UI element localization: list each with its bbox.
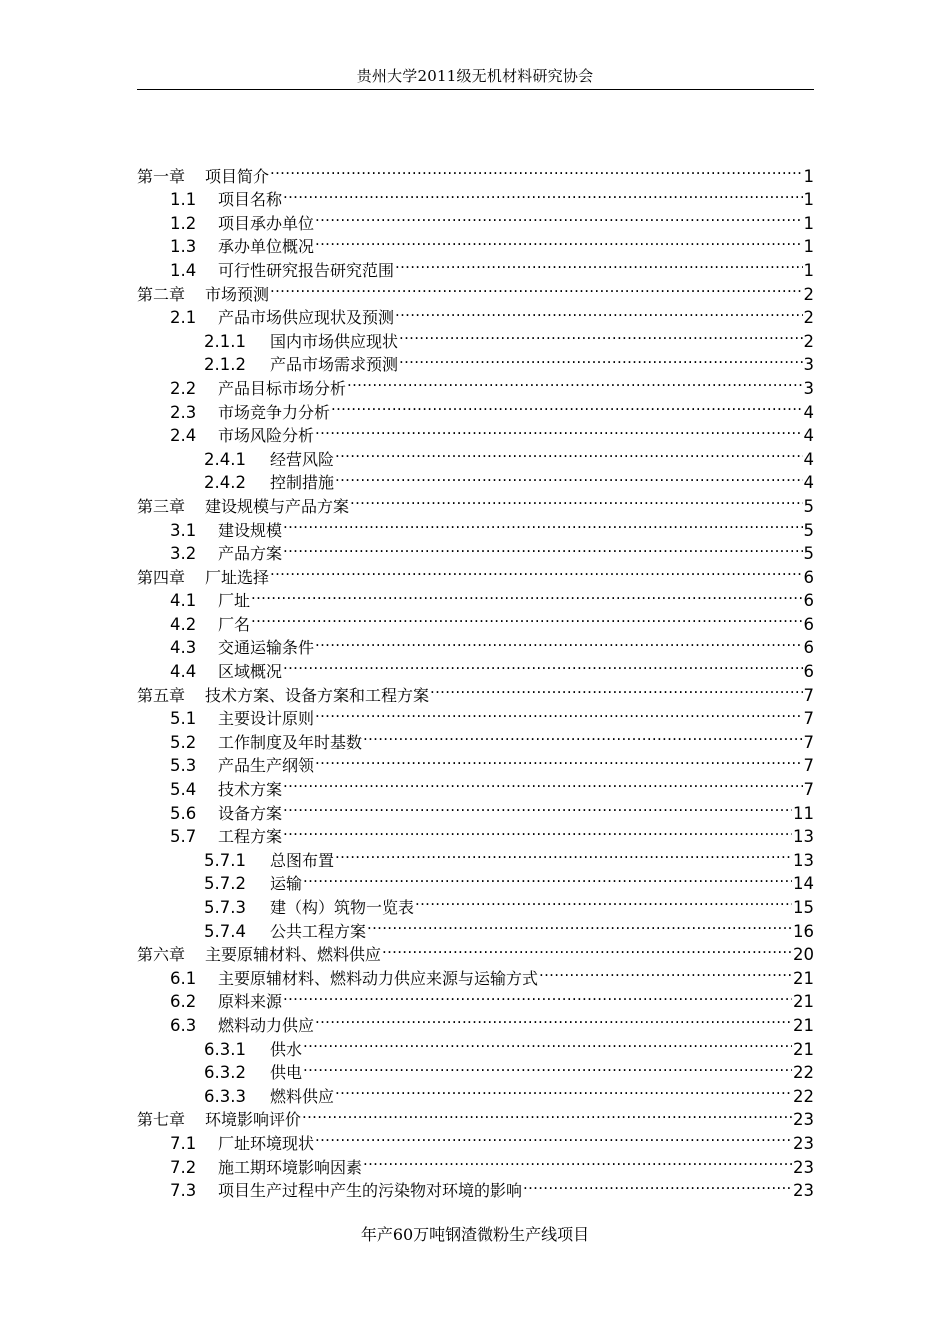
toc-entry-page: 6: [803, 638, 814, 658]
toc-dot-leader: [270, 276, 802, 300]
toc-dot-leader: [395, 252, 802, 276]
toc-dot-leader: [270, 559, 802, 583]
toc-entry-page: 1: [803, 166, 814, 186]
toc-dot-leader: [302, 1102, 792, 1126]
toc-entry-title: 产品市场供应现状及预测: [218, 308, 395, 328]
toc-entry-title: 主要原辅材料、燃料供应: [205, 945, 382, 965]
toc-dot-leader: [415, 889, 792, 913]
toc-dot-leader: [283, 771, 802, 795]
toc-dot-leader: [335, 842, 792, 866]
toc-dot-leader: [315, 748, 802, 772]
toc-dot-leader: [303, 866, 792, 890]
toc-entry-number: 6.1: [170, 968, 197, 988]
toc-entry-page: 7: [803, 780, 814, 800]
toc-entry-title: 工程方案: [218, 827, 283, 847]
toc-dot-leader: [283, 819, 792, 843]
header-title: 贵州大学2011级无机材料研究协会: [356, 67, 594, 85]
toc-entry-number: 2.1.1: [204, 331, 246, 351]
toc-entry-title: 可行性研究报告研究范围: [218, 260, 395, 280]
toc-entry-page: 2: [803, 284, 814, 304]
toc-entry-title: 建（构）筑物一览表: [270, 898, 415, 917]
toc-dot-leader: [315, 229, 802, 253]
toc-entry-page: 14: [793, 874, 814, 894]
toc-entry-page: 6: [803, 662, 814, 682]
toc-entry-number: 4.1: [170, 591, 197, 611]
toc-entry-page: 11: [793, 803, 814, 823]
toc-entry-title: 产品市场需求预测: [270, 355, 399, 375]
toc-entry-number: 第一章: [137, 166, 186, 186]
toc-entry-number: 6.3.1: [204, 1039, 246, 1059]
toc-entry-title: 总图布置: [270, 850, 335, 870]
toc-entry-page: 5: [803, 496, 814, 516]
toc-entry-page: 23: [793, 1157, 814, 1177]
toc-entry-page: 13: [793, 850, 814, 870]
toc-entry-number: 5.7.1: [204, 850, 246, 870]
toc-entry-page: 13: [793, 827, 814, 847]
toc-entry-number: 第七章: [137, 1110, 186, 1130]
toc-entry-title: 主要原辅材料、燃料动力供应来源与运输方式: [218, 968, 539, 988]
toc-dot-leader: [347, 370, 802, 394]
toc-entry-number: 2.4.1: [204, 449, 246, 469]
toc-entry-number: 7.2: [170, 1157, 197, 1177]
toc-entry-number: 5.1: [170, 709, 197, 729]
toc-entry-number: 第六章: [137, 945, 186, 965]
toc-entry-page: 5: [803, 520, 814, 540]
toc-entry-number: 第五章: [137, 685, 186, 705]
toc-entry-page: 23: [793, 1110, 814, 1130]
toc-dot-leader: [303, 1031, 792, 1055]
toc-entry-page: 15: [793, 898, 814, 917]
toc-entry-title: 运输: [270, 874, 303, 894]
toc-entry-page: 7: [803, 709, 814, 729]
toc-dot-leader: [283, 536, 802, 560]
toc-entry-title: 经营风险: [270, 449, 335, 469]
toc-dot-leader: [251, 583, 802, 607]
toc-entry-page: 5: [803, 544, 814, 564]
toc-entry-page: 3: [803, 378, 814, 398]
toc-entry-number: 6.3.2: [204, 1063, 246, 1083]
toc-dot-leader: [382, 937, 792, 961]
toc-entry-title: 国内市场供应现状: [270, 331, 399, 351]
toc-entry-number: 4.3: [170, 638, 197, 658]
toc-entry-number: 5.7: [170, 827, 197, 847]
toc-dot-leader: [335, 1078, 792, 1102]
toc-entry-title: 厂名: [218, 614, 251, 634]
toc-entry-title: 环境影响评价: [205, 1110, 302, 1130]
toc-entry-number: 5.2: [170, 732, 197, 752]
toc-entry-title: 技术方案: [218, 780, 283, 800]
toc-entry-title: 项目名称: [218, 190, 283, 210]
toc-entry-number: 3.2: [170, 544, 197, 564]
toc-entry-number: 6.2: [170, 992, 197, 1012]
toc-dot-leader: [523, 1173, 792, 1197]
toc-entry-page: 23: [793, 1181, 814, 1201]
toc-dot-leader: [270, 158, 802, 182]
toc-entry-page: 21: [793, 992, 814, 1012]
toc-entry-page: 1: [803, 260, 814, 280]
toc-entry-title: 项目承办单位: [218, 213, 315, 233]
toc-entry-page: 4: [803, 449, 814, 469]
toc-entry-number: 第四章: [137, 567, 186, 587]
toc-dot-leader: [315, 701, 802, 725]
toc-dot-leader: [315, 1007, 792, 1031]
toc-entry-title: 厂址选择: [205, 567, 270, 587]
toc-entry-page: 7: [803, 732, 814, 752]
toc-entry-title: 区域概况: [218, 662, 283, 682]
toc-entry-number: 4.2: [170, 614, 197, 634]
toc-entry-title: 产品生产纲领: [218, 756, 315, 776]
toc-entry-number: 2.4: [170, 426, 197, 446]
toc-entry[interactable]: [137, 158, 814, 186]
toc-entry-page: 6: [803, 614, 814, 634]
toc-entry-number: 5.3: [170, 756, 197, 776]
toc-entry-page: 23: [793, 1133, 814, 1153]
toc-entry-number: 第三章: [137, 496, 186, 516]
toc-entry-title: 市场预测: [205, 284, 270, 304]
toc-entry-number: 3.1: [170, 520, 197, 540]
toc-dot-leader: [331, 394, 802, 418]
toc-entry-title: 施工期环境影响因素: [218, 1157, 363, 1177]
toc-entry-title: 供电: [270, 1063, 303, 1083]
toc-entry-number: 1.1: [170, 190, 197, 210]
toc-entry-number: 5.7.4: [204, 921, 246, 941]
toc-dot-leader: [367, 913, 792, 937]
toc-dot-leader: [315, 630, 802, 654]
table-of-contents: [137, 158, 814, 1201]
toc-entry-page: 2: [803, 308, 814, 328]
toc-entry-page: 3: [803, 355, 814, 375]
toc-entry-title: 燃料动力供应: [218, 1015, 315, 1035]
toc-entry-number: 5.7.2: [204, 874, 246, 894]
footer-title: 年产60万吨钢渣微粉生产线项目: [360, 1225, 590, 1244]
toc-entry-title: 交通运输条件: [218, 638, 315, 658]
toc-entry-title: 建设规模与产品方案: [205, 496, 350, 516]
toc-entry-title: 项目简介: [205, 166, 270, 186]
toc-dot-leader: [283, 182, 802, 206]
toc-entry-page: 1: [803, 237, 814, 257]
toc-entry-title: 技术方案、设备方案和工程方案: [205, 685, 430, 705]
toc-entry-number: 7.1: [170, 1133, 197, 1153]
toc-entry-title: 厂址环境现状: [218, 1133, 315, 1153]
toc-entry-number: 2.1.2: [204, 355, 246, 375]
toc-dot-leader: [350, 488, 802, 512]
toc-entry-number: 1.4: [170, 260, 197, 280]
toc-entry-title: 燃料供应: [270, 1086, 335, 1106]
toc-dot-leader: [283, 653, 802, 677]
toc-entry-page: 20: [793, 945, 814, 965]
toc-dot-leader: [395, 300, 802, 324]
toc-dot-leader: [399, 323, 802, 347]
header-rule: [137, 89, 814, 90]
toc-entry-number: 4.4: [170, 662, 197, 682]
toc-entry-page: 4: [803, 426, 814, 446]
toc-entry-number: 6.3: [170, 1015, 197, 1035]
toc-dot-leader: [283, 984, 792, 1008]
toc-entry-page: 21: [793, 968, 814, 988]
toc-dot-leader: [335, 441, 802, 465]
toc-entry-page: 6: [803, 567, 814, 587]
toc-entry-title: 市场风险分析: [218, 426, 315, 446]
toc-entry-title: 项目生产过程中产生的污染物对环境的影响: [218, 1181, 523, 1201]
toc-entry-title: 工作制度及年时基数: [218, 732, 363, 752]
toc-entry-number: 2.3: [170, 402, 197, 422]
toc-dot-leader: [539, 960, 792, 984]
toc-entry-title: 设备方案: [218, 803, 283, 823]
toc-entry-page: 4: [803, 473, 814, 493]
toc-dot-leader: [430, 677, 802, 701]
toc-dot-leader: [335, 465, 802, 489]
toc-entry-page: 1: [803, 213, 814, 233]
toc-entry-number: 第二章: [137, 284, 186, 304]
toc-entry-page: 22: [793, 1063, 814, 1083]
toc-entry-page: 21: [793, 1039, 814, 1059]
toc-entry-page: 6: [803, 591, 814, 611]
toc-dot-leader: [283, 795, 792, 819]
toc-entry-title: 供水: [270, 1039, 303, 1059]
toc-entry-number: 5.4: [170, 780, 197, 800]
toc-dot-leader: [303, 1055, 792, 1079]
toc-dot-leader: [315, 205, 802, 229]
toc-entry-number: 1.3: [170, 237, 197, 257]
toc-entry-number: 5.6: [170, 803, 197, 823]
toc-entry-title: 产品方案: [218, 544, 283, 564]
toc-entry-page: 21: [793, 1015, 814, 1035]
toc-entry-title: 公共工程方案: [270, 921, 367, 941]
toc-entry-page: 16: [793, 921, 814, 941]
toc-entry-number: 2.2: [170, 378, 197, 398]
toc-dot-leader: [363, 724, 802, 748]
toc-entry-page: 7: [803, 756, 814, 776]
toc-entry-page: 4: [803, 402, 814, 422]
toc-entry-number: 1.2: [170, 213, 197, 233]
toc-entry-title: 承办单位概况: [218, 237, 315, 257]
toc-entry-title: 控制措施: [270, 473, 335, 493]
toc-dot-leader: [315, 1125, 792, 1149]
toc-entry-number: 6.3.3: [204, 1086, 246, 1106]
toc-dot-leader: [399, 347, 802, 371]
toc-entry-page: 22: [793, 1086, 814, 1106]
toc-entry-title: 厂址: [218, 591, 251, 611]
toc-entry-title: 原料来源: [218, 992, 283, 1012]
toc-dot-leader: [363, 1149, 792, 1173]
toc-entry-title: 主要设计原则: [218, 709, 315, 729]
toc-entry-page: 1: [803, 190, 814, 210]
toc-entry-number: 2.4.2: [204, 473, 246, 493]
toc-dot-leader: [283, 512, 802, 536]
toc-entry-title: 产品目标市场分析: [218, 378, 347, 398]
toc-entry-title: 建设规模: [218, 520, 283, 540]
toc-dot-leader: [315, 418, 802, 442]
toc-entry-number: 2.1: [170, 308, 197, 328]
toc-entry-page: 7: [803, 685, 814, 705]
toc-entry-title: 市场竞争力分析: [218, 402, 331, 422]
toc-entry-number: 7.3: [170, 1181, 197, 1201]
toc-entry-page: 2: [803, 331, 814, 351]
toc-entry-number: 5.7.3: [204, 898, 246, 917]
toc-dot-leader: [251, 606, 802, 630]
